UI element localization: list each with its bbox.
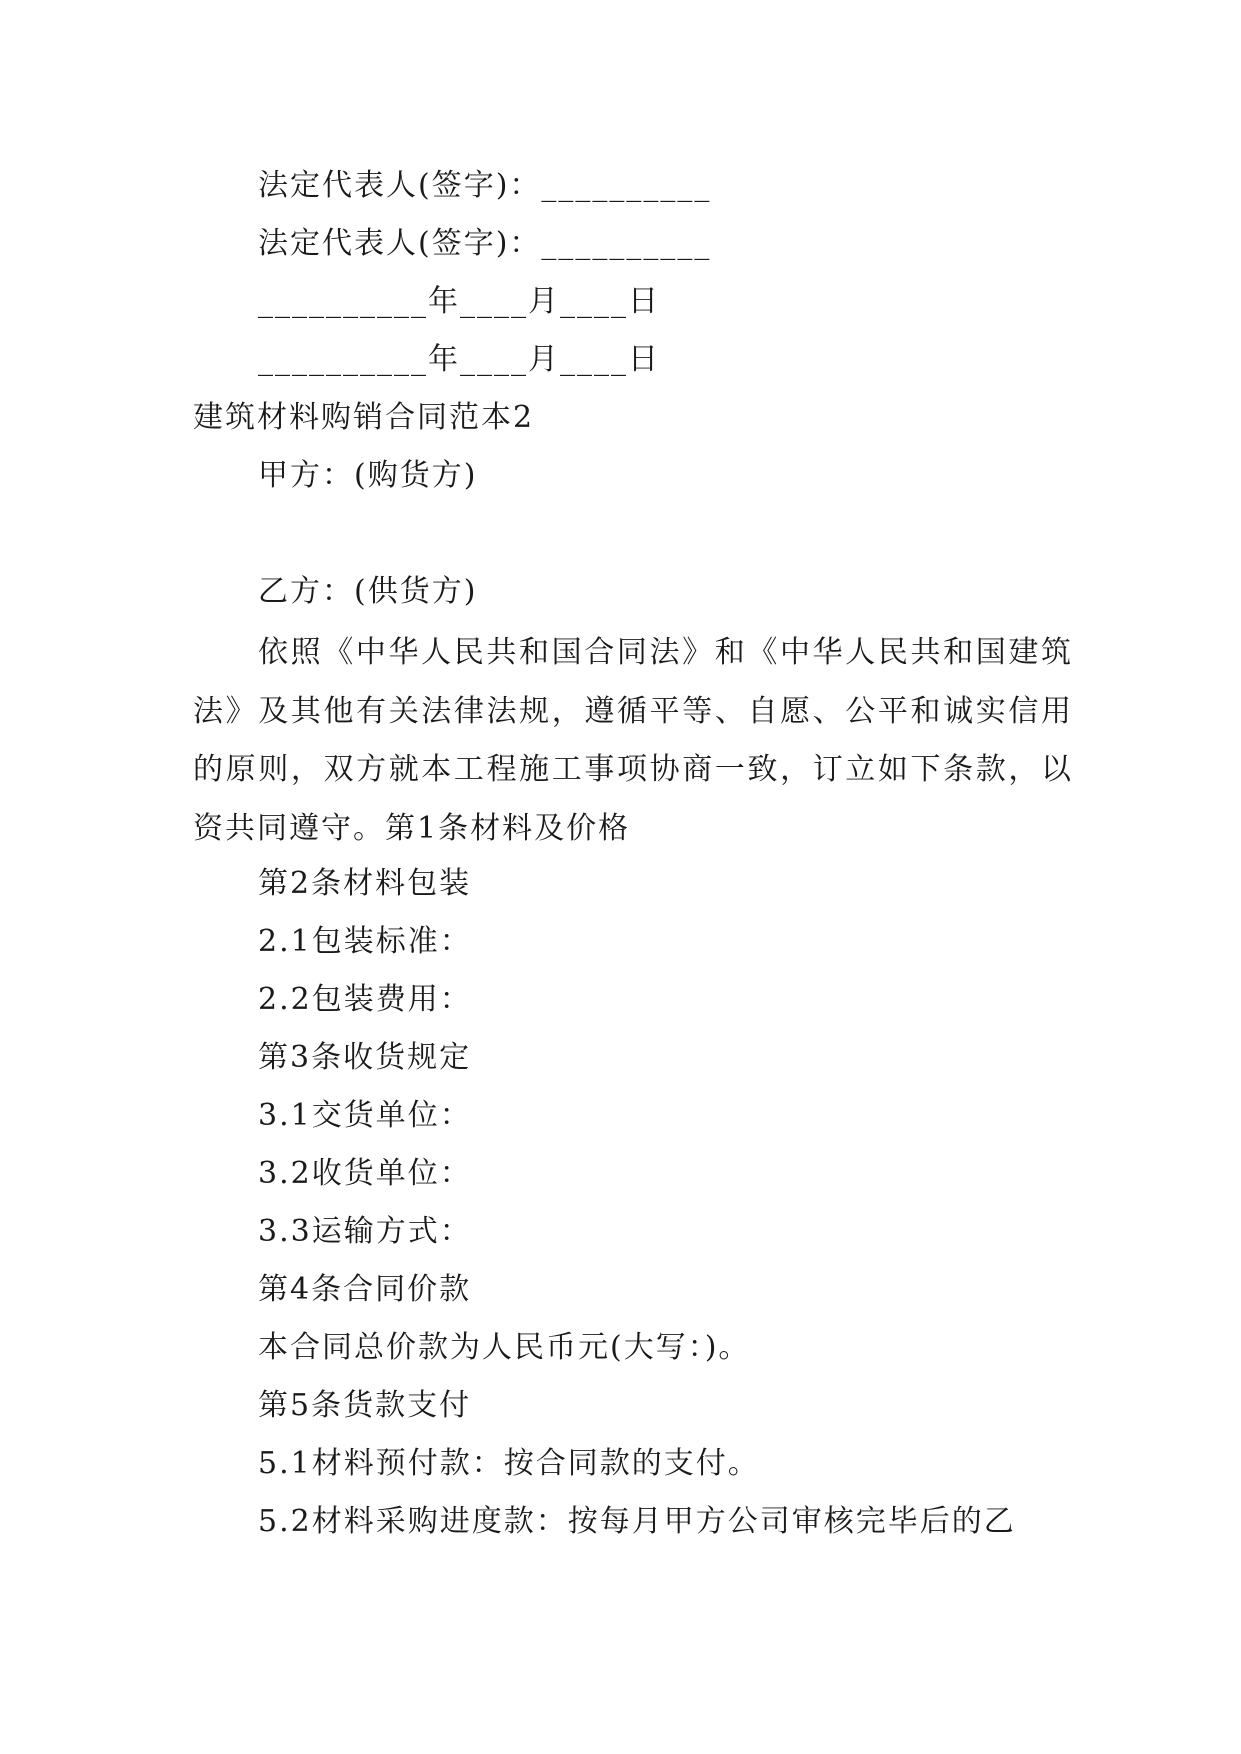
date-line: __________年____月____日 bbox=[258, 342, 660, 377]
clause-line: 5.2材料采购进度款：按每月甲方公司审核完毕后的乙 bbox=[258, 1504, 1016, 1539]
preamble-paragraph: 依照《中华人民共和国合同法》和《中华人民共和国建筑法》及其他有关法律法规，遵循平等、自愿、公平和诚实信用的原则，双方就本工程施工事项协商一致，订立如下条款，以资共同遵守。第1条材料及价格 bbox=[193, 635, 1073, 846]
clause-line: 第5条货款支付 bbox=[258, 1388, 472, 1423]
clause-line: 5.1材料预付款：按合同款的支付。 bbox=[258, 1446, 760, 1481]
party-b-line: 乙方：(供货方) bbox=[258, 574, 478, 609]
clause-line: 本合同总价款为人民币元(大写：)。 bbox=[258, 1330, 751, 1365]
signature-line: 法定代表人(签字)：__________ bbox=[258, 226, 712, 261]
clause-line: 第4条合同价款 bbox=[258, 1272, 472, 1307]
clause-line: 第2条材料包装 bbox=[258, 866, 472, 901]
clause-line: 2.2包装费用： bbox=[258, 982, 472, 1017]
date-line: __________年____月____日 bbox=[258, 284, 660, 319]
clause-line: 2.1包装标准： bbox=[258, 924, 472, 959]
signature-line: 法定代表人(签字)：__________ bbox=[258, 168, 712, 203]
clause-line: 第3条收货规定 bbox=[258, 1040, 472, 1075]
clause-line: 3.2收货单位： bbox=[258, 1156, 472, 1191]
party-a-line: 甲方：(购货方) bbox=[258, 458, 478, 493]
clause-line: 3.3运输方式： bbox=[258, 1214, 472, 1249]
clause-line: 3.1交货单位： bbox=[258, 1098, 472, 1133]
document-title: 建筑材料购销合同范本2 bbox=[193, 400, 535, 435]
